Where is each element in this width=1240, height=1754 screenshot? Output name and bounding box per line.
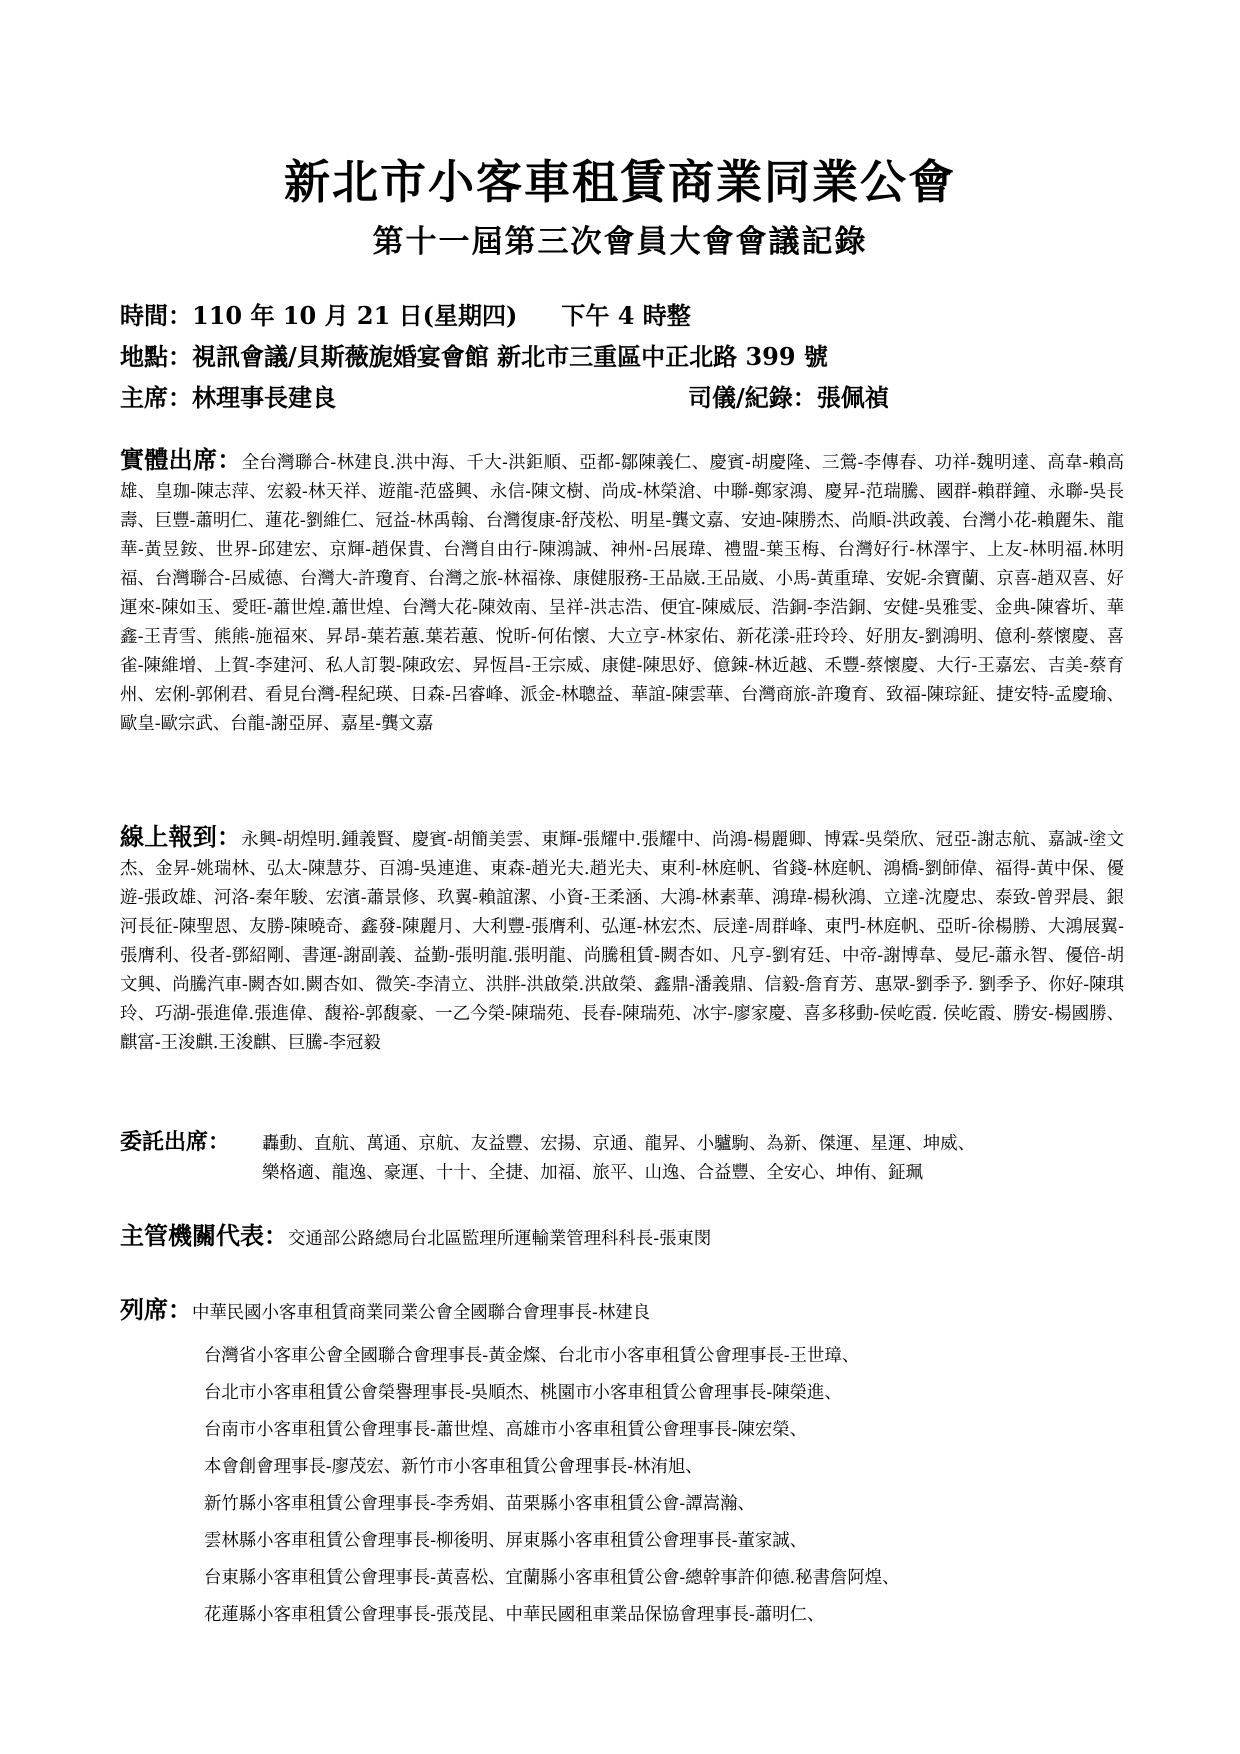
place-label: 地點： <box>120 342 192 371</box>
time-value: 110 年 10 月 21 日(星期四) <box>192 301 518 330</box>
recorder-label: 司儀/紀錄： <box>688 383 817 412</box>
attendees-label: 列席： <box>120 1295 192 1324</box>
meeting-chair <box>120 378 336 413</box>
meeting-place <box>120 337 828 372</box>
time-label: 時間： <box>120 301 192 330</box>
recorder-value: 張佩禎 <box>816 383 889 412</box>
online-checkin-label: 線上報到： <box>120 822 242 851</box>
entrusted-line-1: 轟動、直航、萬通、京航、友益豐、宏揚、京通、龍昇、小驢駒、為新、傑運、星運、坤威、 <box>262 1134 976 1154</box>
attendee-line: 台北市小客車租賃公會榮譽理事長-吳順杰、桃園市小客車租賃公會理事長-陳榮進、 <box>204 1383 842 1403</box>
authority-label: 主管機關代表： <box>120 1221 288 1250</box>
entrusted-label: 委託出席： <box>120 1129 231 1155</box>
place-value: 視訊會議/貝斯薇旎婚宴會館 新北市三重區中正北路 399 號 <box>192 342 828 371</box>
physical-attendance-text: 全台灣聯合-林建良.洪中海、千大-洪鉅順、亞都-鄒陳義仁、慶賓-胡慶隆、三鶯-李傳春、功祥-魏明達、高韋-賴高雄、皇珈-陳志萍、宏毅-林天祥、遊龍-范盛興、永信-陳文樹、尚成-林榮滄、中聯-鄭家鴻、慶昇-范瑞騰、國群-賴群鐘、永聯-吳長壽、巨豐-蕭明仁、蓮花-劉維仁、冠益-林禹翰、台灣復康-舒茂松、明星-龔文嘉、安迪-陳勝杰、尚順-洪政義、台灣小花-賴麗朱、龍華-黃昱銨、世界-邱建宏、京輝-趙保貴、台灣自由行-陳鴻誠、神州-呂展瑋、禮盟-葉玉梅、台灣好行-林澤宇、上友-林明福.林明福、台灣聯合-呂威德、台灣大-許瓊育、台灣之旅-林福祿、康健服務-王品崴.王品崴、小馬-黃重瑋、安妮-余寶蘭、京喜-趙双喜、好運來-陳如玉、愛旺-蕭世煌.蕭世煌、台灣大花-陳效南、呈祥-洪志浩、便宜-陳威辰、浩銅-李浩銅、安健-吳雅雯、金典-陳睿圻、華鑫-王青雪、熊熊-施福來、昇昂-葉若蕙.葉若蕙、悅昕-何佑懷、大立亨-林家佑、新花漾-莊玲玲、好朋友-劉鴻明、億利-蔡懷慶、喜雀-陳維增、上賀-李建河、私人訂製-陳政宏、昇恆昌-王宗威、康健-陳思妤、億鋉-林近越、禾豐-蔡懷慶、大行-王嘉宏、吉美-蔡育州、宏俐-郭俐君、看見台灣-程紀瑛、日森-呂睿峰、派金-林聰益、華誼-陳雲華、台灣商旅-許瓊育、致福-陳琮鉦、捷安特-孟慶瑜、歐皇-歐宗武、台龍-謝亞屏、嘉星-龔文嘉 <box>120 453 1125 734</box>
entrusted-line-2: 樂格適、龍逸、豪運、十十、全捷、加福、旅平、山逸、合益豐、全安心、坤侑、鉦珮 <box>262 1163 923 1183</box>
attendees-first: 中華民國小客車租賃商業同業公會全國聯合會理事長-林建良 <box>192 1303 651 1323</box>
physical-attendance <box>120 445 1124 739</box>
attendee-line: 台灣省小客車公會全國聯合會理事長-黃金燦、台北市小客車租賃公會理事長-王世璋、 <box>204 1346 860 1366</box>
entrusted-attendance <box>120 1130 1130 1188</box>
document-subtitle: 第十一屆第三次會員大會會議記錄 <box>372 224 868 260</box>
attendees-section <box>120 1290 1130 1625</box>
time-extra: 下午 4 時整 <box>561 301 691 330</box>
chair-value: 林理事長建良 <box>192 383 336 412</box>
attendees-first-line <box>120 1290 1130 1325</box>
document-title: 新北市小客車租賃商業同業公會 <box>284 155 956 209</box>
attendee-line: 本會創會理事長-廖茂宏、新竹市小客車租賃公會理事長-林洧旭、 <box>204 1457 703 1477</box>
chair-label: 主席： <box>120 383 192 412</box>
attendee-line: 台東縣小客車租賃公會理事長-黃喜松、宜蘭縣小客車租賃公會-總幹事許仰德.秘書詹阿煌、 <box>204 1568 900 1588</box>
online-checkin-text: 永興-胡煌明.鍾義賢、慶賓-胡簡美雲、東輝-張耀中.張耀中、尚鴻-楊麗卿、博霖-吳榮欣、冠亞-謝志航、嘉誠-塗文杰、金昇-姚瑞林、弘太-陳慧芬、百鴻-吳連進、東森-趙光夫.趙光夫、東利-林庭帆、省錢-林庭帆、鴻橋-劉師偉、福得-黃中保、優遊-張政雄、河洛-秦年駿、宏濱-蕭景修、玖翼-賴誼潔、小資-王柔涵、大鴻-林素華、鴻瑋-楊秋鴻、立達-沈慶忠、泰致-曾羿晨、銀河長征-陳聖恩、友勝-陳曉奇、鑫發-陳麗月、大利豐-張膺利、弘運-林宏杰、辰達-周群峰、東門-林庭帆、亞昕-徐楊勝、大鴻展翼-張膺利、役者-鄧紹剛、書運-謝副義、益勤-張明龍.張明龍、尚騰租賃-闕杏如、凡亨-劉宥廷、中帝-謝博韋、曼尼-蕭永智、優倍-胡文興、尚騰汽車-闕杏如.闕杏如、微笑-李清立、洪胖-洪啟榮.洪啟榮、鑫鼎-潘義鼎、信毅-詹育芳、惠眾-劉季予. 劉季予、你好-陳琪玲、巧湖-張進偉.張進偉、馥裕-郭馥豪、一乙今榮-陳瑞苑、長春-陳瑞苑、冰宇-廖家慶、喜多移動-侯屹霞. 侯屹霞、勝安-楊國勝、麒富-王浚麒.王浚麒、巨騰-李冠毅 <box>120 830 1124 1053</box>
meeting-recorder <box>688 378 889 413</box>
attendee-line: 雲林縣小客車租賃公會理事長-柳後明、屏東縣小客車租賃公會理事長-董家誠、 <box>204 1531 808 1551</box>
meeting-time <box>120 296 691 331</box>
online-checkin <box>120 822 1124 1058</box>
physical-attendance-label: 實體出席： <box>120 445 242 474</box>
attendee-line: 台南市小客車租賃公會理事長-蕭世煌、高雄市小客車租賃公會理事長-陳宏榮、 <box>204 1420 808 1440</box>
authority-text: 交通部公路總局台北區監理所運輸業管理科科長-張東閔 <box>288 1229 712 1249</box>
attendee-line: 花蓮縣小客車租賃公會理事長-張茂昆、中華民國租車業品保協會理事長-蕭明仁、 <box>204 1605 825 1625</box>
attendee-line: 新竹縣小客車租賃公會理事長-李秀娟、苗栗縣小客車租賃公會-譚嵩瀚、 <box>204 1494 755 1514</box>
authority-representative <box>120 1216 711 1251</box>
